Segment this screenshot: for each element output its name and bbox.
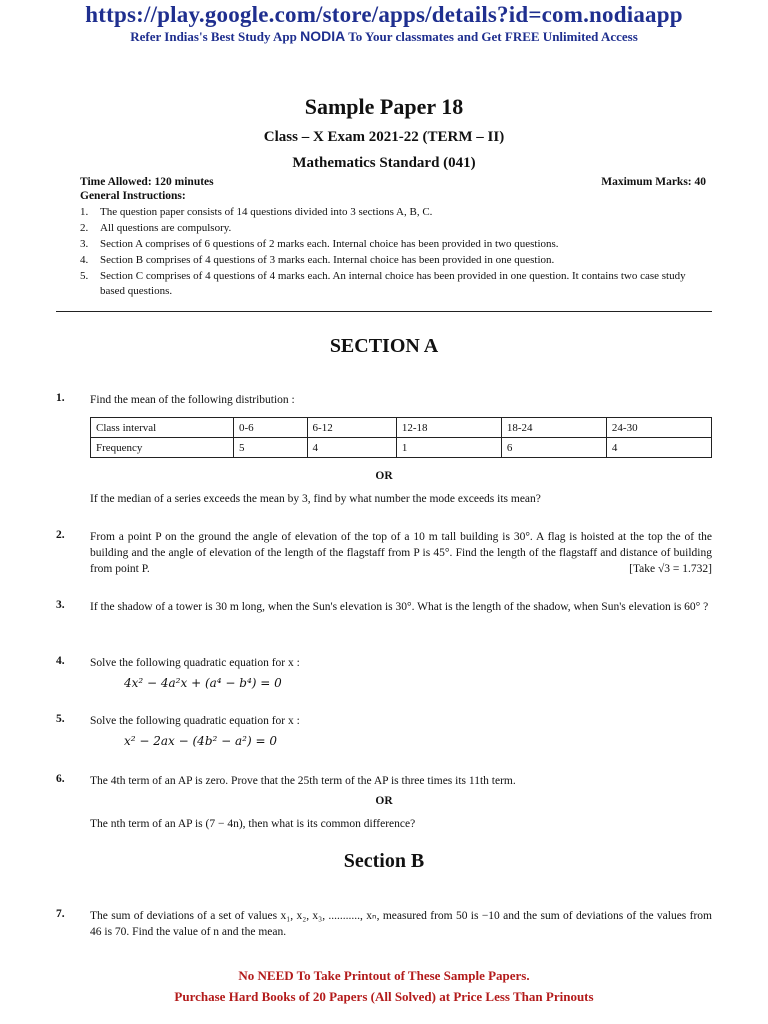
question-text: The sum of deviations of a set of values x₁, x₂, x₃, ..........., xₙ, measured from 50 is −10 and the sum of deviations of the values from 46 is 70. Find the value of n and the mean. (90, 910, 712, 938)
footer-line-2: Purchase Hard Books of 20 Papers (All Solved) at Price Less Than Prinouts (174, 989, 594, 1004)
table-cell: 4 (307, 438, 396, 458)
table-cell: 18-24 (501, 418, 606, 438)
question-number: 4. (56, 655, 65, 667)
question-number: 5. (56, 713, 65, 725)
instruction-item (80, 269, 712, 297)
question-body: From a point P on the ground the angle of elevation of the top of a 10 m tall building is 30°. A flag is hoisted at the top the of the building and the angle of elevation of the length of the flagstaff from P is 45°. Find the length of the flagstaff and distance of building from point P. (90, 531, 712, 575)
instruction-text: The question paper consists of 14 questions divided into 3 sections A, B, C. (100, 206, 433, 218)
table-cell: 12-18 (396, 418, 501, 438)
instruction-num: 5. (80, 270, 89, 282)
or-separator: OR (375, 795, 393, 807)
question-number: 7. (56, 908, 65, 920)
question-text: Solve the following quadratic equation for x : (90, 657, 300, 669)
instruction-item (80, 221, 712, 236)
take-note: [Take √3 = 1.732] (629, 563, 712, 575)
table-row (91, 438, 712, 458)
question-text (90, 529, 712, 577)
class-line: Class – X Exam 2021-22 (TERM – II) (263, 129, 505, 145)
question-text: The 4th term of an AP is zero. Prove that the 25th term of the AP is three times its 11th term. (90, 775, 516, 787)
table-row (91, 418, 712, 438)
table-cell: Class interval (91, 418, 234, 438)
instruction-text: All questions are compulsory. (100, 222, 232, 234)
question-number: 3. (56, 599, 65, 611)
app-name: NODIA (300, 28, 346, 44)
instruction-num: 3. (80, 238, 89, 250)
table-cell: 6-12 (307, 418, 396, 438)
instruction-num: 4. (80, 254, 89, 266)
or-separator: OR (375, 470, 393, 482)
section-a-heading: SECTION A (329, 335, 439, 357)
table-cell: 0-6 (234, 418, 308, 438)
play-store-link[interactable]: https://play.google.com/store/apps/details?id=com.nodiaapp (85, 2, 683, 27)
instructions-heading: General Instructions: (80, 190, 186, 202)
divider (56, 311, 712, 312)
table-cell: 4 (606, 438, 711, 458)
refer-text-post: To Your classmates and Get FREE Unlimited Access (345, 29, 638, 44)
instruction-text: Section C comprises of 4 questions of 4 marks each. An internal choice has been provided in one question. It contains two case study based questions. (100, 270, 686, 297)
exam-meta (80, 176, 706, 188)
instruction-text: Section A comprises of 6 questions of 2 marks each. Internal choice has been provided in two questions. (100, 238, 559, 250)
instruction-text: Section B comprises of 4 questions of 3 marks each. Internal choice has been provided in one question. (100, 254, 555, 266)
refer-text-pre: Refer Indias's Best Study App (130, 29, 301, 44)
question-number: 6. (56, 773, 65, 785)
question-text: If the median of a series exceeds the mean by 3, find by what number the mode exceeds its mean? (90, 493, 541, 505)
subject-line: Mathematics Standard (041) (292, 155, 476, 171)
distribution-table (90, 417, 712, 458)
table-cell: 6 (501, 438, 606, 458)
time-allowed: Time Allowed: 120 minutes (80, 176, 214, 188)
paper-title: Sample Paper 18 (304, 94, 464, 119)
max-marks: Maximum Marks: 40 (601, 176, 706, 188)
table-cell: 1 (396, 438, 501, 458)
equation: x² − 2ax − (4b² − a²) = 0 (124, 734, 277, 748)
question-number: 2. (56, 529, 65, 541)
question-text: Find the mean of the following distribution : (90, 394, 295, 406)
footer-line-1: No NEED To Take Printout of These Sample Papers. (238, 968, 530, 983)
section-b-heading: Section B (343, 850, 425, 872)
instruction-item (80, 237, 712, 252)
question-text: The nth term of an AP is (7 − 4n), then what is its common difference? (90, 818, 416, 830)
question-text: Solve the following quadratic equation for x : (90, 715, 300, 727)
instruction-item (80, 205, 712, 220)
equation: 4x² − 4a²x + (a⁴ − b⁴) = 0 (124, 676, 282, 690)
refer-banner (0, 28, 768, 45)
instruction-num: 2. (80, 222, 89, 234)
instruction-num: 1. (80, 206, 89, 218)
table-cell: 5 (234, 438, 308, 458)
instruction-item (80, 253, 712, 268)
question-number: 1. (56, 392, 65, 404)
question-text: If the shadow of a tower is 30 m long, when the Sun's elevation is 30°. What is the length of the shadow, when Sun's elevation is 60° ? (90, 601, 709, 613)
table-cell: 24-30 (606, 418, 711, 438)
table-cell: Frequency (91, 438, 234, 458)
